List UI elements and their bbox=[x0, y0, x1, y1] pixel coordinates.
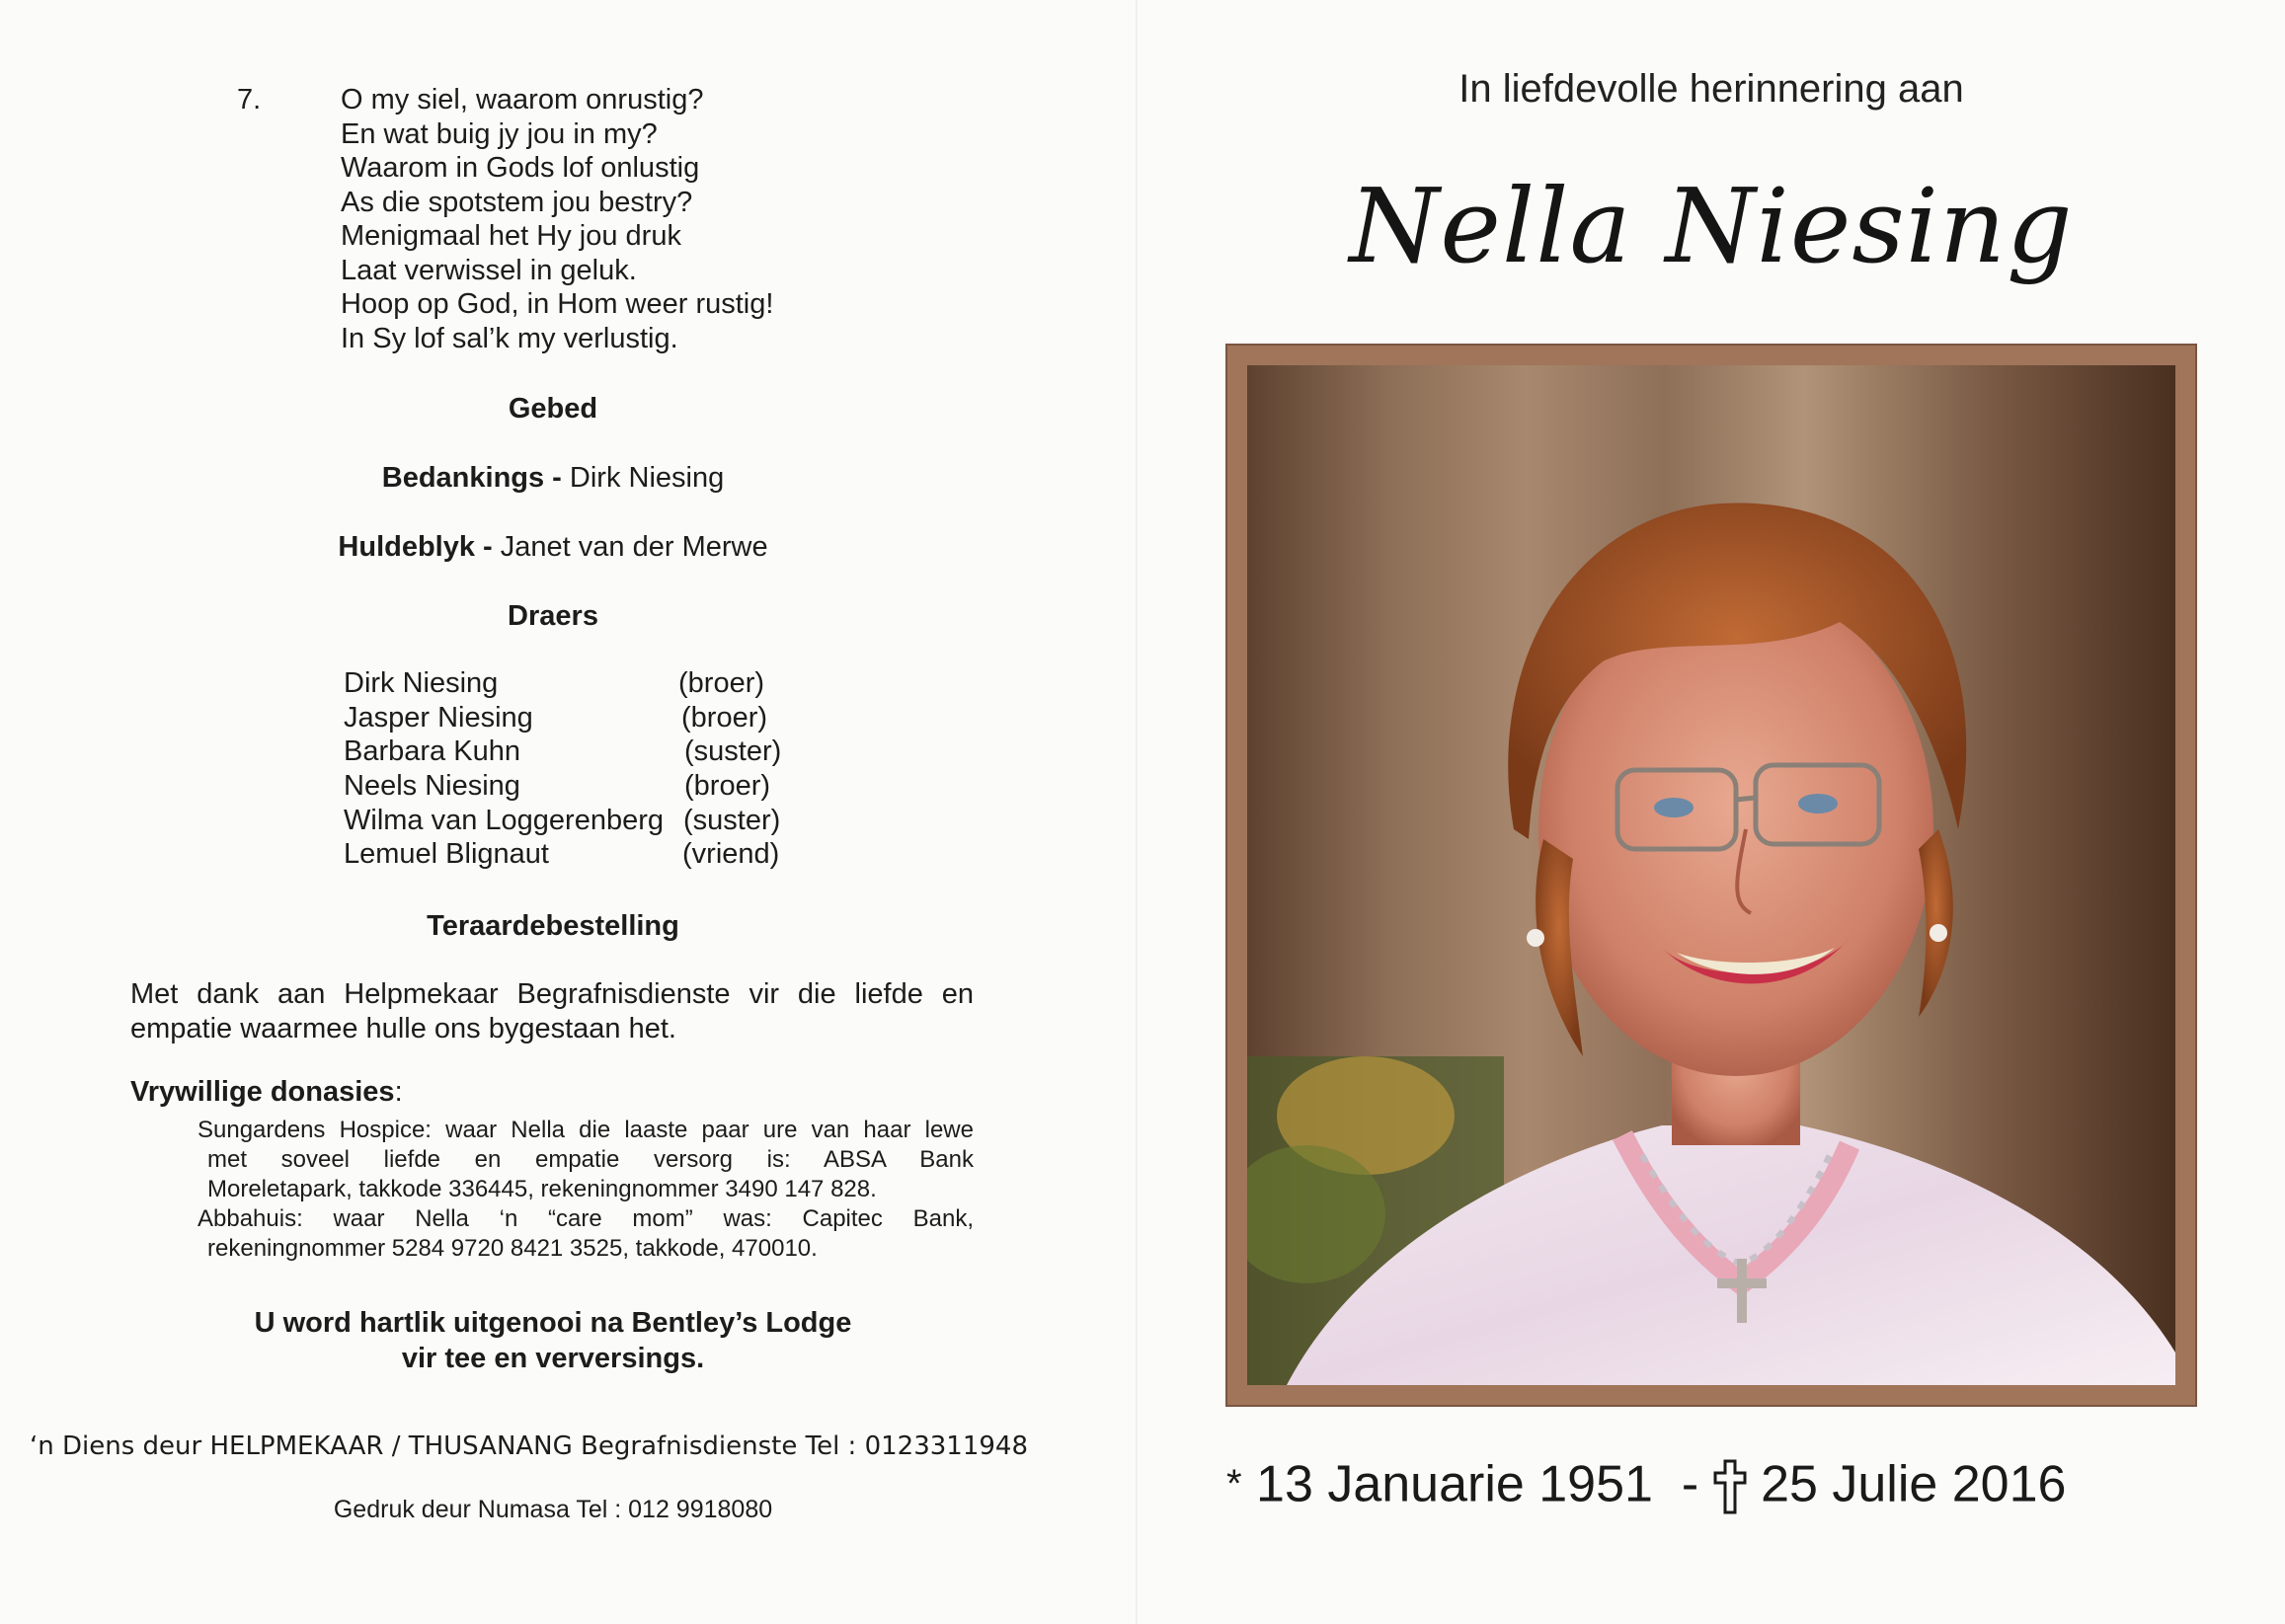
verse-line: Laat verwissel in geluk. bbox=[341, 254, 637, 286]
verse-lines bbox=[341, 83, 773, 355]
tribute-name: Janet van der Merwe bbox=[500, 531, 768, 563]
portrait-illustration bbox=[1247, 365, 2175, 1385]
verse-number: 7. bbox=[237, 84, 262, 116]
deceased-name: Nella Niesing bbox=[1349, 166, 2074, 286]
death-date: 25 Julie 2016 bbox=[1761, 1455, 2067, 1513]
donations-colon: : bbox=[394, 1076, 403, 1108]
burial-heading: Teraardebestelling bbox=[427, 910, 679, 942]
verse-line: Menigmaal het Hy jou druk bbox=[341, 220, 681, 252]
bearer-name: Jasper Niesing bbox=[344, 701, 533, 734]
prayer-heading: Gebed bbox=[508, 393, 598, 425]
bearer-name: Neels Niesing bbox=[344, 770, 520, 803]
verse-line: As die spotstem jou bestry? bbox=[341, 186, 693, 218]
bearers-list bbox=[344, 666, 782, 872]
donations-heading: Vrywillige donasies bbox=[130, 1076, 395, 1108]
bearers-heading: Draers bbox=[508, 600, 598, 632]
bearer-name: Wilma van Loggerenberg bbox=[344, 804, 665, 836]
bearer-relation: (suster) bbox=[683, 804, 781, 836]
bearer-relation: (broer) bbox=[684, 770, 771, 803]
verse-line: Hoop op God, in Hom weer rustig! bbox=[341, 288, 774, 320]
bearer-row bbox=[344, 769, 771, 804]
tribute-line bbox=[128, 531, 978, 564]
verse-line: Waarom in Gods lof onlustig bbox=[341, 152, 700, 184]
bearer-relation: (vriend) bbox=[682, 838, 780, 871]
birth-date: 13 Januarie 1951 bbox=[1256, 1455, 1653, 1513]
portrait-photo bbox=[1247, 365, 2175, 1385]
printer-credit: Gedruk deur Numasa Tel : 012 9918080 bbox=[333, 1496, 773, 1523]
bearer-relation: (suster) bbox=[684, 735, 782, 768]
thanks-paragraph: Met dank aan Helpmekaar Begrafnisdienste vir die liefde en empatie waarmee hulle ons bygestaan het. bbox=[130, 978, 974, 1044]
donation-line: Sungardens Hospice: waar Nella die laaste paar ure van haar lewe bbox=[197, 1117, 974, 1143]
service-credit: ‘n Diens deur HELPMEKAAR / THUSANANG Begrafnisdienste Tel : 0123311948 bbox=[30, 1431, 1029, 1461]
verse-line: O my siel, waarom onrustig? bbox=[341, 84, 704, 116]
cross-icon bbox=[1713, 1455, 1761, 1512]
verse-line: En wat buig jy jou in my? bbox=[341, 117, 658, 150]
bearer-row bbox=[344, 837, 780, 872]
bearer-row bbox=[344, 735, 782, 769]
invitation-line: vir tee en verversings. bbox=[401, 1343, 705, 1374]
donation-line: met soveel liefde en empatie versorg is: ABSA Bank bbox=[207, 1146, 974, 1173]
right-page bbox=[1138, 0, 2285, 1624]
left-page bbox=[0, 0, 1138, 1624]
portrait-frame bbox=[1225, 344, 2197, 1407]
thanks-line bbox=[128, 462, 978, 495]
bearer-row bbox=[344, 666, 765, 701]
bearer-row bbox=[344, 701, 768, 735]
bearer-relation: (broer) bbox=[681, 701, 768, 734]
verse-line: In Sy lof sal’k my verlustig. bbox=[341, 322, 678, 354]
bearer-name: Dirk Niesing bbox=[344, 667, 499, 699]
donation-line: Moreletapark, takkode 336445, rekeningnommer 3490 147 828. bbox=[207, 1176, 877, 1202]
bearer-row bbox=[344, 804, 781, 838]
donation-line: rekeningnommer 5284 9720 8421 3525, takkode, 470010. bbox=[207, 1235, 818, 1262]
donation-line: Abbahuis: waar Nella ‘n “care mom” was: Capitec Bank, bbox=[197, 1205, 974, 1232]
tribute-label: Huldeblyk - bbox=[338, 531, 493, 563]
donations-heading-line bbox=[130, 1076, 403, 1109]
invitation bbox=[128, 1305, 978, 1376]
bearer-relation: (broer) bbox=[678, 667, 765, 699]
life-dates bbox=[1226, 1451, 2066, 1514]
donations-details bbox=[197, 1116, 974, 1264]
thanks-label: Bedankings - bbox=[381, 462, 562, 494]
thanks-name: Dirk Niesing bbox=[569, 462, 725, 494]
date-separator: - bbox=[1681, 1455, 1699, 1513]
bearer-name: Barbara Kuhn bbox=[344, 735, 520, 768]
memorial-subtitle: In liefdevolle herinnering aan bbox=[1458, 67, 1964, 111]
invitation-line: U word hartlik uitgenooi na Bentley’s Lodge bbox=[254, 1307, 852, 1339]
birth-symbol: * bbox=[1226, 1461, 1242, 1506]
bearer-name: Lemuel Blignaut bbox=[344, 838, 549, 871]
